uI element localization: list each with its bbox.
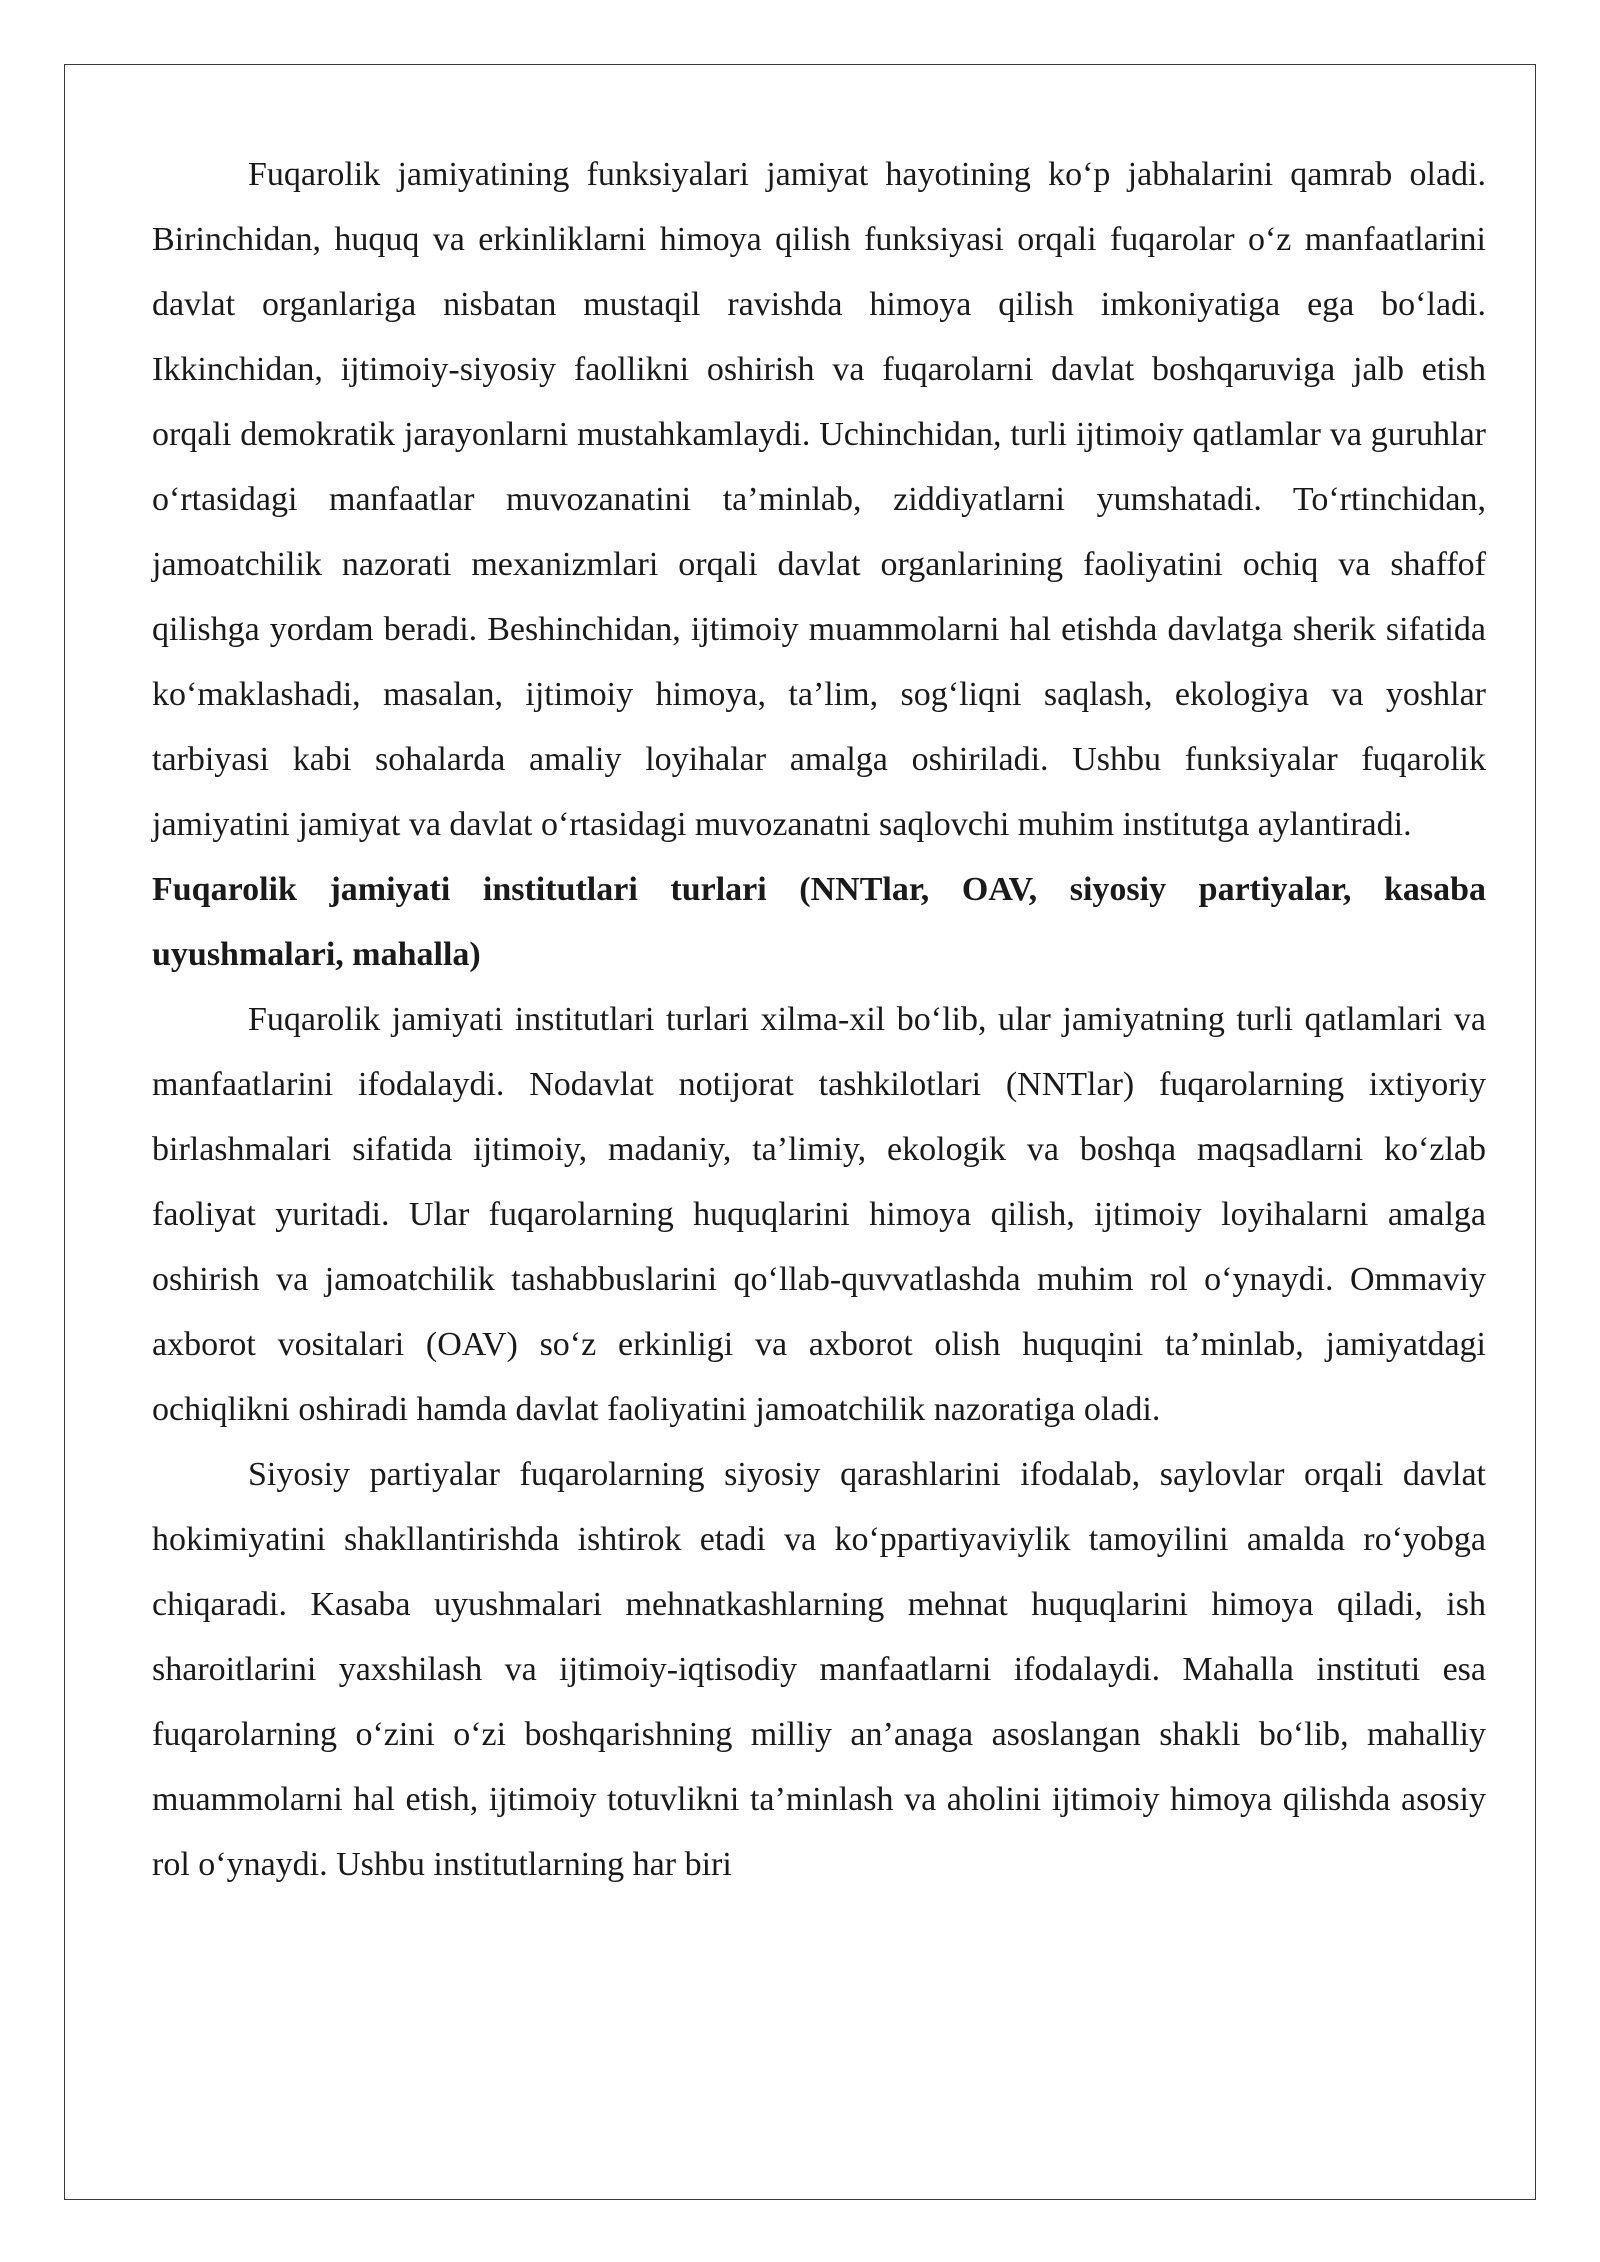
paragraph-civil-society-functions: Fuqarolik jamiyatining funksiyalari jamiyat hayotining ko‘p jabhalarini qamrab oladi. Birinchidan, huquq va erkinliklarni himoya qilish funksiyasi orqali fuqarolar o‘z manfaatlarini davlat organlariga nisbatan mustaqil ravishda himoya qilish imkoniyatiga ega bo‘ladi. Ikkinchidan, ijtimoiy-siyosiy faollikni oshirish va fuqarolarni davlat boshqaruviga jalb etish orqali demokratik jarayonlarni mustahkamlaydi. Uchinchidan, turli ijtimoiy qatlamlar va guruhlar o‘rtasidagi manfaatlar muvozanatini ta’minlab, ziddiyatlarni yumshatadi. To‘rtinchidan, jamoatchilik nazorati mexanizmlari orqali davlat organlarining faoliyatini ochiq va shaffof qilishga yordam beradi. Beshinchidan, ijtimoiy muammolarni hal etishda davlatga sherik sifatida ko‘maklashadi, masalan, ijtimoiy himoya, ta’lim, sog‘liqni saqlash, ekologiya va yoshlar tarbiyasi kabi sohalarda amaliy loyihalar amalga oshiriladi. Ushbu funksiyalar fuqarolik jamiyatini jamiyat va davlat o‘rtasidagi muvozanatni saqlovchi muhim institutga aylantiradi. <box>152 156 1486 843</box>
section-heading-institution-types: Fuqarolik jamiyati institutlari turlari (NNTlar, OAV, siyosiy partiyalar, kasaba uyushmalari, mahalla) <box>152 871 1486 973</box>
document-body <box>152 142 1486 1897</box>
paragraph-institution-types: Fuqarolik jamiyati institutlari turlari xilma-xil bo‘lib, ular jamiyatning turli qatlamlari va manfaatlarini ifodalaydi. Nodavlat notijorat tashkilotlari (NNTlar) fuqarolarning ixtiyoriy birlashmalari sifatida ijtimoiy, madaniy, ta’limiy, ekologik va boshqa maqsadlarni ko‘zlab faoliyat yuritadi. Ular fuqarolarning huquqlarini himoya qilish, ijtimoiy loyihalarni amalga oshirish va jamoatchilik tashabbuslarini qo‘llab-quvvatlashda muhim rol o‘ynaydi. Ommaviy axborot vositalari (OAV) so‘z erkinligi va axborot olish huquqini ta’minlab, jamiyatdagi ochiqlikni oshiradi hamda davlat faoliyatini jamoatchilik nazoratiga oladi. <box>152 1001 1486 1428</box>
paragraph-parties-unions-mahalla: Siyosiy partiyalar fuqarolarning siyosiy qarashlarini ifodalab, saylovlar orqali davlat hokimiyatini shakllantirishda ishtirok etadi va ko‘ppartiyaviylik tamoyilini amalda ro‘yobga chiqaradi. Kasaba uyushmalari mehnatkashlarning mehnat huquqlarini himoya qiladi, ish sharoitlarini yaxshilash va ijtimoiy-iqtisodiy manfaatlarni ifodalaydi. Mahalla instituti esa fuqarolarning o‘zini o‘zi boshqarishning milliy an’anaga asoslangan shakli bo‘lib, mahalliy muammolarni hal etish, ijtimoiy totuvlikni ta’minlash va aholini ijtimoiy himoya qilishda asosiy rol o‘ynaydi. Ushbu institutlarning har biri <box>152 1456 1486 1883</box>
